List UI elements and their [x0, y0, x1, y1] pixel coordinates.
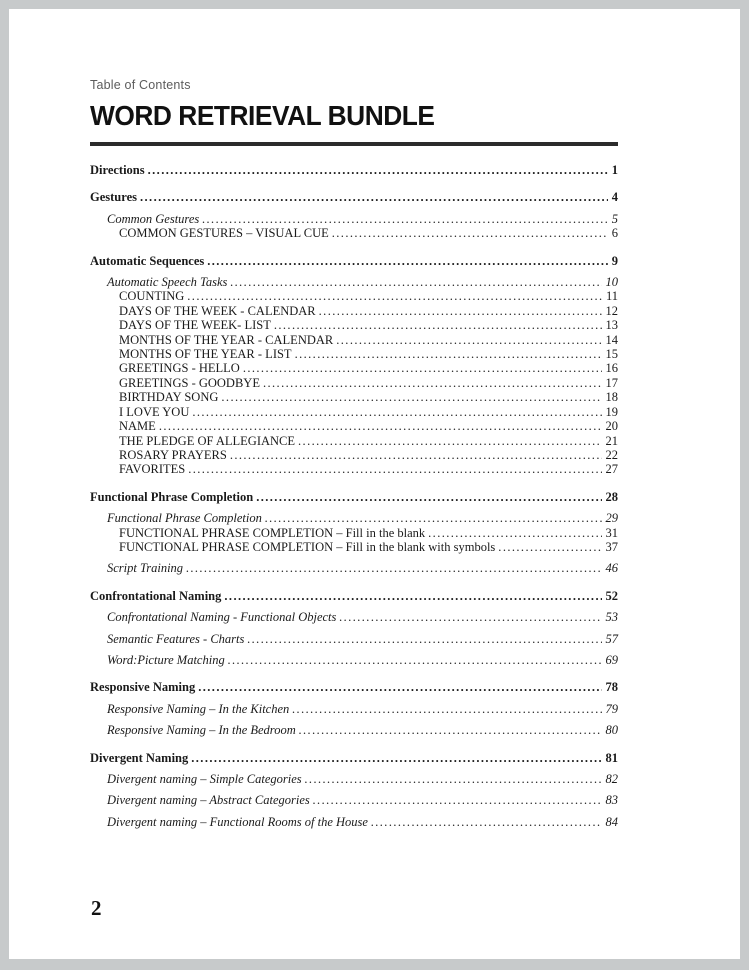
toc-row	[90, 752, 618, 765]
toc-page-number: 17	[605, 375, 618, 390]
dot-leader	[256, 491, 601, 504]
toc-row	[90, 406, 618, 419]
dot-leader	[191, 752, 601, 765]
toc-entry-label: FAVORITES	[119, 462, 186, 477]
toc-entry-label: Responsive Naming – In the Bedroom	[107, 723, 296, 738]
toc-row	[90, 724, 618, 737]
toc-entry-label: Functional Phrase Completion	[107, 511, 262, 526]
toc-entry-label: Responsive Naming – In the Kitchen	[107, 701, 290, 716]
toc-row	[90, 703, 618, 716]
toc-row	[90, 435, 618, 448]
toc-entry-label: Gestures	[90, 190, 137, 205]
title-rule	[90, 142, 618, 146]
dot-leader	[140, 191, 608, 204]
toc-entry-label: Directions	[90, 163, 145, 177]
toc-page-number: 5	[611, 211, 618, 226]
toc-entry-label: Confrontational Naming	[90, 588, 222, 603]
toc-row	[90, 611, 618, 624]
toc-page-number: 21	[605, 433, 618, 448]
toc-entry-label: Script Training	[107, 561, 184, 576]
dot-leader	[230, 449, 602, 462]
toc-page-number: 19	[605, 404, 618, 419]
toc-entry-label: THE PLEDGE OF ALLEGIANCE	[119, 433, 296, 448]
toc-page-number: 31	[605, 525, 618, 540]
dot-leader	[319, 305, 602, 318]
toc-entry-label: FUNCTIONAL PHRASE COMPLETION – Fill in the blank with symbols	[119, 539, 496, 554]
dot-leader	[263, 377, 602, 390]
toc-entry-label: Functional Phrase Completion	[90, 489, 254, 504]
page-title: WORD RETRIEVAL BUNDLE	[90, 100, 435, 131]
dot-leader	[274, 319, 602, 332]
page-content	[90, 9, 618, 829]
toc-page-number: 22	[605, 447, 618, 462]
toc-entry-label: Divergent naming – Abstract Categories	[107, 793, 310, 808]
toc-entry-label: DAYS OF THE WEEK- LIST	[119, 318, 271, 333]
toc-entry-label: Divergent naming – Simple Categories	[107, 772, 302, 786]
toc-page-number: 69	[605, 652, 618, 667]
dot-leader	[159, 420, 602, 433]
toc-page-number: 29	[605, 511, 618, 526]
toc-row	[90, 255, 618, 268]
toc-row	[90, 773, 618, 786]
toc-page-number: 82	[605, 772, 618, 786]
dot-leader	[230, 276, 601, 289]
dot-leader	[188, 463, 601, 476]
dot-leader	[186, 562, 601, 575]
toc-row	[90, 213, 618, 226]
toc-row	[90, 377, 618, 390]
toc-page-number: 57	[605, 631, 618, 646]
dot-leader	[221, 391, 601, 404]
toc-row	[90, 290, 618, 303]
toc-row	[90, 449, 618, 462]
dot-leader	[243, 362, 602, 375]
toc-entry-label: Automatic Speech Tasks	[107, 275, 228, 290]
toc-entry-label: Divergent Naming	[90, 750, 189, 765]
toc-row	[90, 633, 618, 646]
toc-page-number: 84	[605, 814, 618, 829]
dot-leader	[339, 611, 601, 624]
toc-page-number: 11	[605, 289, 618, 304]
toc-row	[90, 319, 618, 332]
toc-page-number: 12	[605, 303, 618, 318]
dot-leader	[148, 164, 608, 177]
toc-page-number: 83	[605, 793, 618, 808]
dot-leader	[298, 435, 601, 448]
toc-row	[90, 227, 618, 240]
document-page	[9, 9, 740, 959]
toc-entry-label: Word:Picture Matching	[107, 652, 225, 667]
toc-entry-label: COMMON GESTURES – VISUAL CUE	[119, 226, 329, 241]
dot-leader	[192, 406, 601, 419]
dot-leader	[332, 227, 608, 240]
toc-row	[90, 654, 618, 667]
dot-leader	[187, 290, 602, 303]
dot-leader	[247, 633, 601, 646]
toc-entry-label: MONTHS OF THE YEAR - LIST	[119, 347, 292, 362]
toc-page-number: 80	[605, 723, 618, 738]
toc-kicker: Table of Contents	[90, 78, 191, 92]
toc-row	[90, 391, 618, 404]
dot-leader	[295, 348, 602, 361]
toc-row	[90, 562, 618, 575]
toc-entry-label: GREETINGS - GOODBYE	[119, 375, 260, 390]
toc-page-number: 37	[605, 539, 618, 554]
toc-page-number: 20	[605, 419, 618, 434]
dot-leader	[207, 255, 608, 268]
toc-page-number: 4	[611, 190, 618, 205]
toc-row	[90, 334, 618, 347]
toc-row	[90, 590, 618, 603]
toc-row	[90, 164, 618, 177]
toc-row	[90, 191, 618, 204]
toc-row	[90, 816, 618, 829]
dot-leader	[313, 794, 602, 807]
toc-entry-label: COUNTING	[119, 289, 185, 304]
toc-row	[90, 463, 618, 476]
toc-list	[90, 164, 618, 829]
footer-page-number: 2	[91, 896, 102, 920]
toc-entry-label: Divergent naming – Functional Rooms of the House	[107, 814, 368, 829]
toc-page-number: 15	[605, 347, 618, 362]
toc-page-number: 16	[605, 361, 618, 376]
toc-page-number: 13	[605, 318, 618, 333]
dot-leader	[299, 724, 602, 737]
toc-page-number: 78	[605, 680, 618, 695]
toc-entry-label: FUNCTIONAL PHRASE COMPLETION – Fill in the blank	[119, 525, 426, 540]
toc-entry-label: Responsive Naming	[90, 680, 196, 695]
dot-leader	[202, 213, 608, 226]
dot-leader	[305, 773, 602, 786]
toc-row	[90, 541, 618, 554]
toc-entry-label: Confrontational Naming - Functional Objects	[107, 610, 337, 625]
dot-leader	[336, 334, 601, 347]
toc-entry-label: Semantic Features - Charts	[107, 631, 245, 646]
toc-page-number: 53	[605, 610, 618, 625]
toc-row	[90, 420, 618, 433]
dot-leader	[498, 541, 601, 554]
toc-page-number: 14	[605, 332, 618, 347]
toc-page-number: 1	[611, 163, 618, 177]
toc-page-number: 6	[611, 226, 618, 241]
toc-row	[90, 512, 618, 525]
toc-page-number: 81	[605, 750, 618, 765]
toc-row	[90, 305, 618, 318]
dot-leader	[371, 816, 602, 829]
dot-leader	[224, 590, 601, 603]
toc-page-number: 10	[605, 275, 618, 290]
toc-entry-label: Common Gestures	[107, 211, 200, 226]
toc-entry-label: Automatic Sequences	[90, 253, 205, 268]
toc-entry-label: I LOVE YOU	[119, 404, 190, 419]
toc-page-number: 28	[605, 489, 618, 504]
toc-page-number: 18	[605, 390, 618, 405]
toc-row	[90, 527, 618, 540]
toc-page-number: 52	[605, 588, 618, 603]
toc-page-number: 46	[605, 561, 618, 576]
toc-entry-label: MONTHS OF THE YEAR - CALENDAR	[119, 332, 334, 347]
toc-entry-label: GREETINGS - HELLO	[119, 361, 240, 376]
toc-row	[90, 276, 618, 289]
dot-leader	[428, 527, 601, 540]
toc-page-number: 27	[605, 462, 618, 477]
toc-entry-label: BIRTHDAY SONG	[119, 390, 219, 405]
dot-leader	[198, 681, 601, 694]
toc-row	[90, 491, 618, 504]
toc-row	[90, 348, 618, 361]
toc-row	[90, 681, 618, 694]
toc-page-number: 79	[605, 701, 618, 716]
toc-entry-label: DAYS OF THE WEEK - CALENDAR	[119, 303, 316, 318]
toc-entry-label: ROSARY PRAYERS	[119, 447, 227, 462]
dot-leader	[292, 703, 601, 716]
toc-page-number: 9	[611, 253, 618, 268]
toc-row	[90, 362, 618, 375]
dot-leader	[265, 512, 602, 525]
toc-row	[90, 794, 618, 807]
toc-entry-label: NAME	[119, 419, 156, 434]
dot-leader	[228, 654, 602, 667]
